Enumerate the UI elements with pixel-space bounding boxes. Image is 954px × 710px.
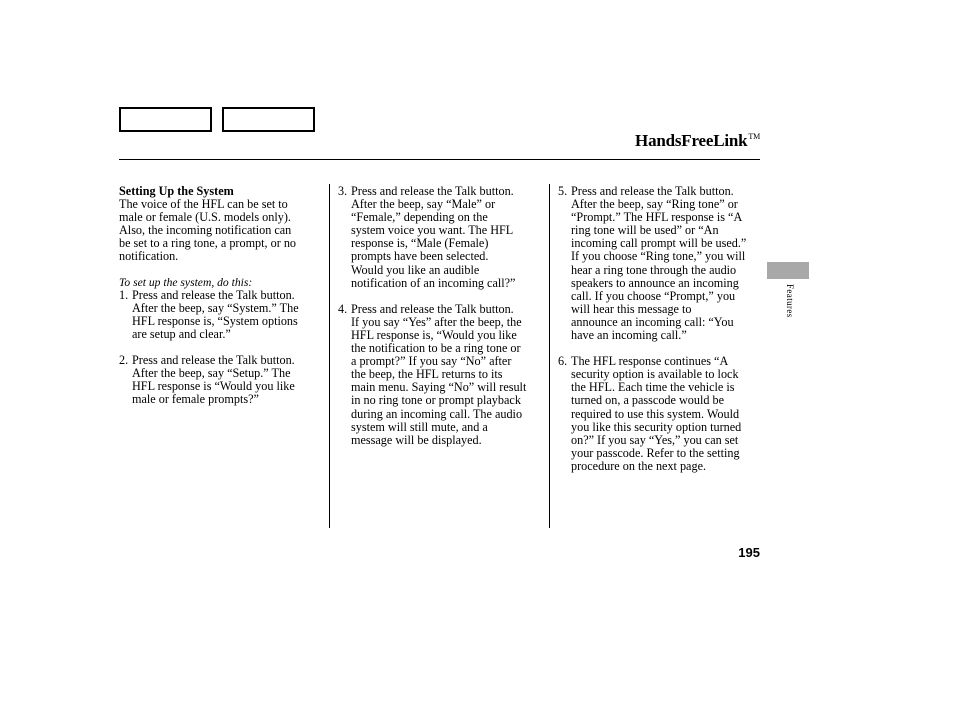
step-item	[558, 185, 764, 342]
text-line: turned on, a passcode would be	[571, 393, 724, 408]
text-line: “Female,” depending on the	[351, 210, 488, 225]
step-number: 3.	[338, 184, 348, 198]
text-line: a prompt?” If you say “No” after	[351, 354, 512, 369]
text-line: Press and release the Talk button.	[132, 353, 295, 368]
step-number: 4.	[338, 301, 348, 316]
text-line: “Prompt.” The HFL response is “A	[571, 210, 743, 225]
text-line: procedure on the next page.	[571, 458, 707, 473]
text-line: The HFL response continues “A	[571, 354, 729, 369]
header-rule	[119, 159, 760, 160]
step-text	[132, 289, 324, 341]
step-number: 2.	[119, 353, 129, 368]
text-line: HFL response is, “System options	[132, 313, 298, 328]
nav-box-index[interactable]	[222, 107, 315, 132]
section-heading: Setting Up the System	[119, 184, 234, 198]
nav-box-contents[interactable]	[119, 107, 212, 132]
text-line: Press and release the Talk button.	[351, 184, 514, 198]
step-item	[119, 289, 324, 341]
text-line: After the beep, say “Setup.” The	[132, 366, 291, 381]
text-line: Press and release the Talk button.	[571, 184, 734, 198]
text-line: response is, “Male (Female)	[351, 236, 489, 251]
step-number: 1.	[119, 287, 129, 302]
step-text	[132, 354, 324, 406]
text-line: you like this security option turned	[571, 419, 742, 434]
text-line: Would you like an audible	[351, 262, 480, 277]
text-line: speakers to announce an incoming	[571, 275, 739, 290]
page-title	[635, 131, 760, 151]
text-line: system will still mute, and a	[351, 419, 488, 434]
step-text	[571, 185, 764, 342]
steps-list	[119, 289, 324, 407]
text-line: If you say “Yes” after the beep, the	[351, 314, 522, 329]
section-tab[interactable]	[767, 262, 809, 279]
section-tab-label: Features	[785, 284, 795, 318]
step-item	[558, 355, 764, 473]
text-line: prompts have been selected.	[351, 249, 489, 264]
text-line: HFL response is, “Would you like	[351, 327, 517, 342]
step-item	[338, 185, 543, 290]
text-line: male or female (U.S. models only).	[119, 210, 291, 225]
text-line: main menu. Saying “No” will result	[351, 380, 527, 395]
text-line: during an incoming call. The audio	[351, 406, 523, 421]
text-line: system voice you want. The HFL	[351, 223, 514, 238]
text-line: Press and release the Talk button.	[351, 301, 514, 316]
steps-list	[338, 185, 543, 447]
text-line: If you choose “Ring tone,” you will	[571, 249, 746, 264]
text-line: The voice of the HFL can be set to	[119, 197, 288, 212]
text-line: the HFL. Each time the vehicle is	[571, 380, 735, 395]
trademark-mark: TM	[748, 132, 760, 141]
text-line: hear a ring tone through the audio	[571, 262, 737, 277]
text-line: your passcode. Refer to the setting	[571, 445, 740, 460]
text-line: be set to a ring tone, a prompt, or no	[119, 236, 297, 251]
text-line: in no ring tone or prompt playback	[351, 393, 521, 408]
text-line: call. If you choose “Prompt,” you	[571, 288, 736, 303]
step-number: 5.	[558, 184, 568, 198]
column-divider	[549, 184, 550, 528]
text-line: incoming call prompt will be used.”	[571, 236, 747, 251]
page-title-text: HandsFreeLink	[635, 131, 748, 150]
text-line: After the beep, say “Ring tone” or	[571, 197, 738, 212]
text-line: message will be displayed.	[351, 432, 482, 447]
instructions-label: To set up the system, do this:	[119, 275, 253, 289]
text-line: security option is available to lock	[571, 367, 739, 382]
step-number: 6.	[558, 354, 568, 369]
text-line: HFL response is “Would you like	[132, 379, 295, 394]
text-line: required to use this system. Would	[571, 406, 740, 421]
text-line: Press and release the Talk button.	[132, 287, 295, 302]
step-text	[351, 303, 543, 447]
text-line: Also, the incoming notification can	[119, 223, 292, 238]
column-divider	[329, 184, 330, 528]
step-item	[119, 354, 324, 406]
text-line: notification.	[119, 249, 179, 264]
step-item	[338, 303, 543, 447]
page-number: 195	[738, 545, 760, 560]
text-line: on?” If you say “Yes,” you can set	[571, 432, 739, 447]
column-2	[338, 185, 543, 447]
text-line: notification of an incoming call?”	[351, 275, 516, 290]
text-line: After the beep, say “Male” or	[351, 197, 496, 212]
text-line: male or female prompts?”	[132, 392, 259, 407]
text-line: are setup and clear.”	[132, 326, 231, 341]
text-line: will hear this message to	[571, 301, 692, 316]
text-line: ring tone will be used” or “An	[571, 223, 719, 238]
text-line: have an incoming call.”	[571, 328, 687, 343]
step-text	[571, 355, 764, 473]
text-line: the notification to be a ring tone or	[351, 341, 521, 356]
text-line: After the beep, say “System.” The	[132, 300, 299, 315]
text-line: the beep, the HFL returns to its	[351, 367, 503, 382]
steps-list	[558, 185, 764, 473]
step-text	[351, 185, 543, 290]
column-1	[119, 185, 324, 406]
text-line: announce an incoming call: “You	[571, 314, 734, 329]
column-3	[558, 185, 764, 473]
intro-paragraph	[119, 198, 324, 263]
